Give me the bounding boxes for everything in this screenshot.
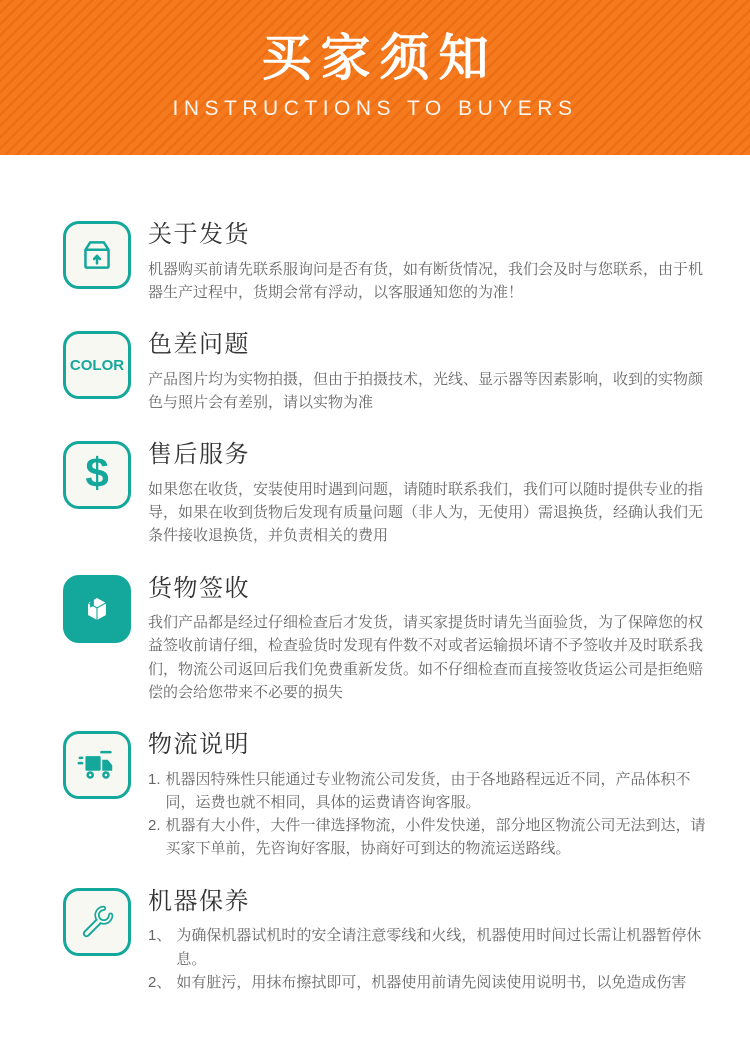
item-number: 1、 (148, 927, 172, 945)
list-item (148, 971, 712, 994)
section-title: 色差问题 (148, 331, 250, 359)
item-number: 2. (148, 817, 161, 835)
dollar-icon-glyph: $ (85, 449, 109, 497)
color-icon-label: COLOR (69, 356, 125, 374)
page-subtitle: INSTRUCTIONS TO BUYERS (172, 97, 578, 120)
section-body: 产品图片均为实物拍摄，但由于拍摄技术，光线、显示器等因素影响，收到的实物颜色与照片会有差别，请以实物为准 (148, 370, 704, 411)
item-text: 为确保机器试机时的安全请注意零线和火线，机器使用时间过长需让机器暂停休息。 (176, 927, 702, 968)
item-number: 2、 (148, 973, 172, 991)
section-logistics (63, 731, 712, 861)
section-body: 如果您在收货，安装使用时遇到问题，请随时联系我们，我们可以随时提供专业的指导，如果在收到货物后发现有质量问题（非人为，无使用）需退换货，经确认我们无条件接收退换货，并负责相关的费用 (148, 480, 704, 545)
section-title: 售后服务 (148, 441, 250, 469)
section-goods-receipt (63, 575, 712, 705)
section-after-sales (63, 441, 712, 547)
cube-icon (63, 575, 131, 643)
item-text: 如有脏污，用抹布擦拭即可，机器使用前请先阅读使用说明书，以免造成伤害 (176, 973, 687, 991)
package-icon (63, 221, 131, 289)
section-body: 我们产品都是经过仔细检查后才发货，请买家提货时请先当面验货，为了保障您的权益签收前请仔细，检查验货时发现有件数不对或者运输损坏请不予签收并及时联系我们，物流公司返回后我们免费重新发货。如不仔细检查而直接签收货运公司是拒绝赔偿的会给您带来不必要的损失 (148, 614, 704, 701)
instructions-list (0, 155, 750, 1061)
color-swatch-icon (63, 331, 131, 399)
section-body: 机器购买前请先联系服询问是否有货，如有断货情况，我们会及时与您联系，由于机器生产过程中，货期会常有浮动，以客服通知您的为准！ (148, 260, 704, 301)
item-text: 机器有大小件，大件一律选择物流，小件发快递，部分地区物流公司无法到达，请买家下单前，先咨询好客服，协商好可到达的物流运送路线。 (165, 817, 706, 858)
list-item (148, 814, 712, 861)
section-title: 物流说明 (148, 731, 250, 759)
item-text: 机器因特殊性只能通过专业物流公司发货，由于各地路程远近不同，产品体积不同，运费也就不相同，具体的运费请咨询客服。 (165, 770, 691, 811)
section-title: 货物签收 (148, 574, 250, 602)
truck-icon (63, 731, 131, 799)
section-maintenance (63, 888, 712, 994)
list-item (148, 924, 712, 971)
wrench-icon (63, 888, 131, 956)
page-title: 买家须知 (261, 30, 498, 86)
item-number: 1. (148, 770, 161, 788)
section-title: 关于发货 (148, 221, 250, 248)
header-banner (0, 0, 750, 155)
dollar-icon (63, 441, 131, 509)
list-item (148, 768, 712, 815)
section-shipping (63, 221, 712, 304)
section-title: 机器保养 (148, 887, 250, 915)
section-color-difference (63, 331, 712, 414)
